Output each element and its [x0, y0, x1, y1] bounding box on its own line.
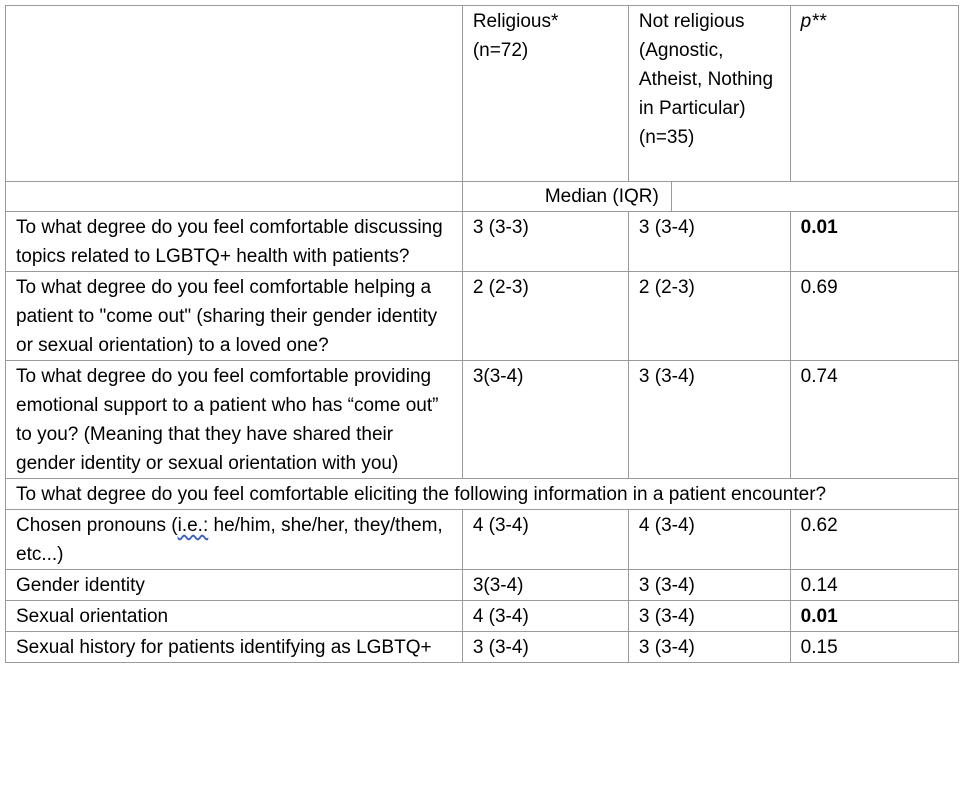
row-p-value: 0.74 — [790, 361, 958, 479]
row-p-value: 0.01 — [790, 212, 958, 272]
row-question: To what degree do you feel comfortable providing emotional support to a patient who has “come out” to you? (Meaning that they have shared their gender identity or sexual orientation with you) — [6, 361, 463, 479]
row-religious: 4 (3-4) — [462, 601, 628, 632]
header-religious-n: (n=72) — [472, 40, 529, 61]
median-cell — [462, 182, 958, 212]
row-p-value: 0.62 — [790, 510, 958, 570]
row-not-religious: 4 (3-4) — [628, 510, 790, 570]
header-empty-cell — [6, 6, 463, 182]
row-p-value: 0.15 — [790, 632, 958, 663]
table-row — [6, 272, 959, 361]
header-p — [790, 6, 958, 182]
section-heading: To what degree do you feel comfortable eliciting the following information in a patient encounter? — [6, 479, 959, 510]
row-religious: 3(3-4) — [462, 361, 628, 479]
row-p-value: 0.14 — [790, 570, 958, 601]
row-not-religious: 3 (3-4) — [628, 570, 790, 601]
row-not-religious: 3 (3-4) — [628, 212, 790, 272]
row-question: To what degree do you feel comfortable helping a patient to "come out" (sharing their gender identity or sexual orientation) to a loved one? — [6, 272, 463, 361]
row-question: Sexual orientation — [6, 601, 463, 632]
header-row — [6, 6, 959, 182]
table-row — [6, 361, 959, 479]
row-not-religious: 3 (3-4) — [628, 601, 790, 632]
row-not-religious: 3 (3-4) — [628, 361, 790, 479]
header-not-religious-n: (n=35) — [638, 127, 695, 148]
header-p-label: p** — [800, 11, 827, 32]
median-row — [6, 182, 959, 212]
row-question-part: Chosen pronouns ( — [16, 515, 178, 536]
section-heading-row — [6, 479, 959, 510]
row-question: Sexual history for patients identifying as LGBTQ+ — [6, 632, 463, 663]
table-row — [6, 212, 959, 272]
table-row — [6, 510, 959, 570]
header-not-religious-label: Not religious (Agnostic, Atheist, Nothing in Particular) — [638, 11, 774, 119]
row-p-value: 0.69 — [790, 272, 958, 361]
header-religious — [462, 6, 628, 182]
row-religious: 3 (3-4) — [462, 632, 628, 663]
row-religious: 3(3-4) — [462, 570, 628, 601]
table-row — [6, 632, 959, 663]
table-row — [6, 601, 959, 632]
row-p-value: 0.01 — [790, 601, 958, 632]
row-not-religious: 2 (2-3) — [628, 272, 790, 361]
row-not-religious: 3 (3-4) — [628, 632, 790, 663]
header-religious-label: Religious* — [472, 11, 559, 32]
row-question: Gender identity — [6, 570, 463, 601]
row-religious: 2 (2-3) — [462, 272, 628, 361]
row-religious: 4 (3-4) — [462, 510, 628, 570]
results-table — [5, 5, 959, 663]
row-religious: 3 (3-3) — [462, 212, 628, 272]
median-empty-cell — [6, 182, 463, 212]
header-not-religious — [628, 6, 790, 182]
row-question — [6, 510, 463, 570]
median-label: Median (IQR) — [533, 182, 672, 211]
table-row — [6, 570, 959, 601]
row-question-part: he/him, she/her, they/them, etc...) — [16, 515, 443, 565]
row-question: To what degree do you feel comfortable discussing topics related to LGBTQ+ health with patients? — [6, 212, 463, 272]
row-question-abbrev: i.e.: — [177, 515, 209, 536]
